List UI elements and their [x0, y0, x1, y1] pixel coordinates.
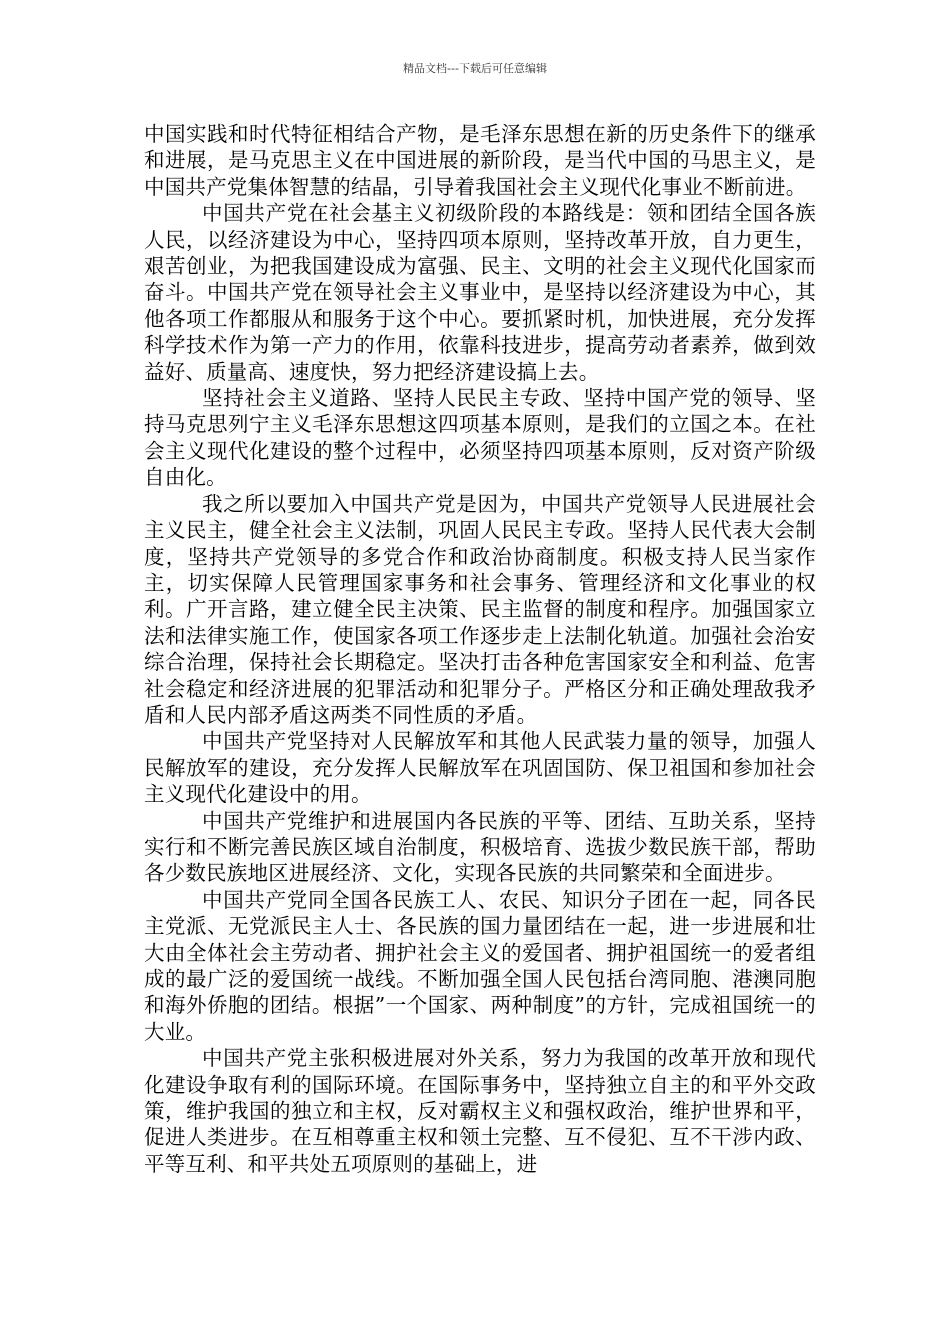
paragraph-1: 中国实践和时代特征相结合产物，是毛泽东思想在新的历史条件下的继承和进展，是马克思主义在中国进展的新阶段，是当代中国的马思主义，是中国共产党集体智慧的结晶，引导着我国社会主义现代化事业不断前进。 [144, 122, 816, 199]
paragraph-4: 我之所以要加入中国共产党是因为，中国共产党领导人民进展社会主义民主，健全社会主义法制，巩固人民民主专政。坚持人民代表大会制度，坚持共产党领导的多党合作和政治协商制度。积极支持人民当家作主，切实保障人民管理国家事务和社会事务、管理经济和文化事业的权利。广开言路，建立健全民主决策、民主监督的制度和程序。加强国家立法和法律实施工作，使国家各项工作逐步走上法制化轨道。加强社会治安综合治理，保持社会长期稳定。坚决打击各种危害国家安全和利益、危害社会稳定和经济进展的犯罪活动和犯罪分子。严格区分和正确处理敌我矛盾和人民内部矛盾这两类不同性质的矛盾。 [144, 491, 816, 727]
paragraph-3: 坚持社会主义道路、坚持人民民主专政、坚持中国产党的领导、坚持马克思列宁主义毛泽东思想这四项基本原则，是我们的立国之本。在社会主义现代化建设的整个过程中，必须坚持四项基本原则，反对资产阶级自由化。 [144, 386, 816, 490]
paragraph-6: 中国共产党维护和进展国内各民族的平等、团结、互助关系，坚持实行和不断完善民族区域自治制度，积极培育、选拔少数民族干部，帮助各少数民族地区进展经济、文化，实现各民族的共同繁荣和全面进步。 [144, 808, 816, 886]
paragraph-7: 中国共产党同全国各民族工人、农民、知识分子团在一起，同各民主党派、无党派民主人士、各民族的国力量团结在一起，进一步进展和壮大由全体社会主劳动者、拥护社会主义的爱国者、拥护祖国统一的爱者组成的最广泛的爱国统一战线。不断加强全国人民包括台湾同胞、港澳同胞和海外侨胞的团结。根据”一个国家、两种制度”的方针，完成祖国统一的大业。 [144, 887, 816, 1044]
paragraph-2: 中国共产党在社会基主义初级阶段的本路线是：领和团结全国各族人民，以经济建设为中心，坚持四项本原则，坚持改革开放，自力更生，艰苦创业，为把我国建设成为富强、民主、文明的社会主义现代化国家而奋斗。中国共产党在领导社会主义事业中，是坚持以经济建设为中心，其他各项工作都服从和服务于这个中心。要抓紧时机，加快进展，充分发挥科学技术作为第一产力的作用，依靠科技进步，提高劳动者素养，做到效益好、质量高、速度快，努力把经济建设搞上去。 [144, 201, 816, 384]
paragraph-8: 中国共产党主张积极进展对外关系，努力为我国的改革开放和现代化建设争取有利的国际环境。在国际事务中，坚持独立自主的和平外交政策，维护我国的独立和主权，反对霸权主义和强权政治，维护世界和平，促进人类进步。在互相尊重主权和领土完整、互不侵犯、互不干涉内政、平等互利、和平共处五项原则的基础上，进 [144, 1046, 816, 1176]
document-body [144, 121, 816, 1177]
paragraph-5: 中国共产党坚持对人民解放军和其他人民武装力量的领导，加强人民解放军的建设，充分发挥人民解放军在巩固国防、保卫祖国和参加社会主义现代化建设中的用。 [144, 729, 816, 807]
page-header: 精品文档---下载后可任意编辑 [403, 62, 547, 75]
